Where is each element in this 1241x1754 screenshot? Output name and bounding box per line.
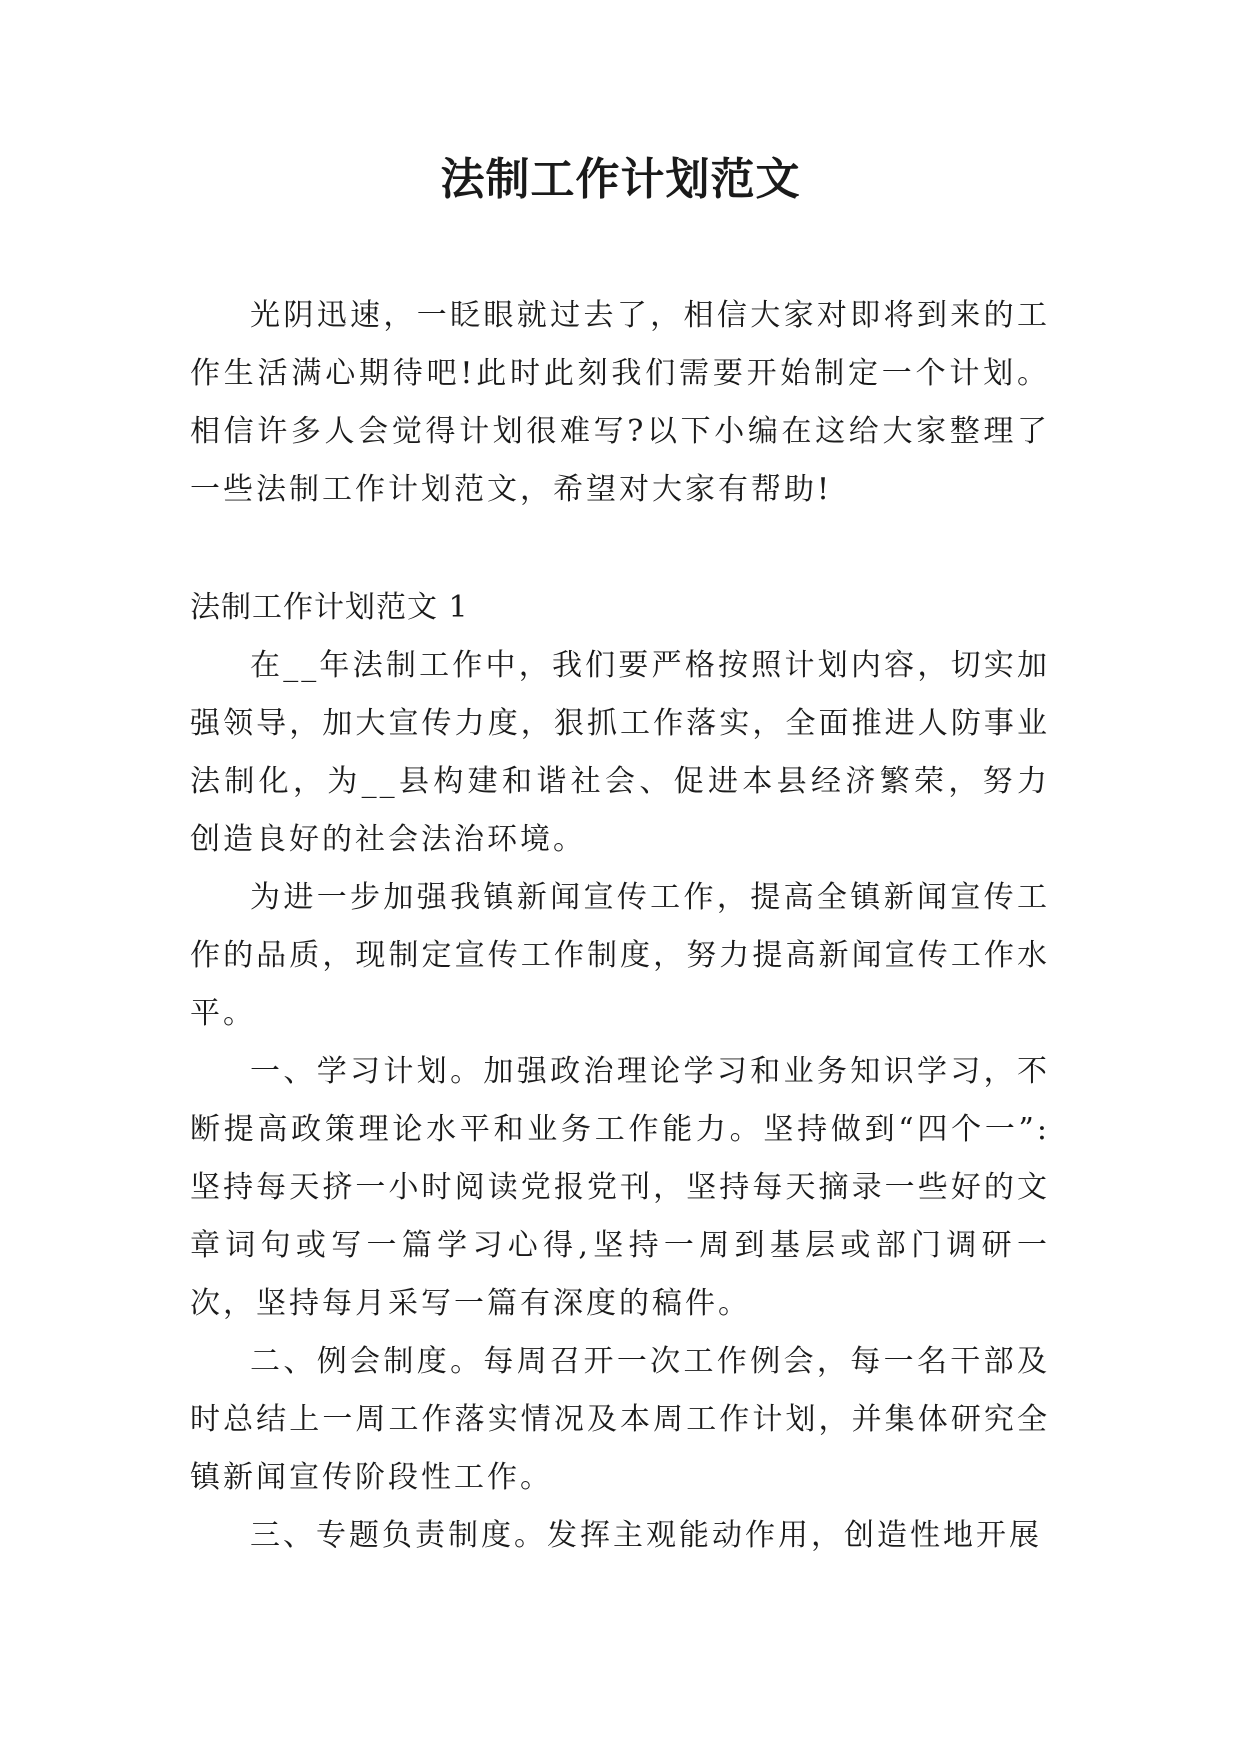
body-paragraph: 在__年法制工作中，我们要严格按照计划内容，切实加强领导，加大宣传力度，狠抓工作落实，全面推进人防事业法制化，为__县构建和谐社会、促进本县经济繁荣，努力创造良好的社会法治环境。: [190, 648, 1050, 857]
intro-paragraph: 光阴迅速，一眨眼就过去了，相信大家对即将到来的工作生活满心期待吧!此时此刻我们需要开始制定一个计划。相信许多人会觉得计划很难写?以下小编在这给大家整理了一些法制工作计划范文，希望对大家有帮助!: [190, 298, 1050, 507]
body-paragraph: 三、专题负责制度。发挥主观能动作用，创造性地开展: [250, 1518, 1042, 1553]
section-heading: 法制工作计划范文 1: [190, 590, 469, 625]
intro-section: [190, 287, 1050, 519]
main-body: [190, 637, 1050, 1565]
body-paragraph: 一、学习计划。加强政治理论学习和业务知识学习，不断提高政策理论水平和业务工作能力。坚持做到“四个一”:坚持每天挤一小时阅读党报党刊，坚持每天摘录一些好的文章词句或写一篇学习心得,坚持一周到基层或部门调研一次，坚持每月采写一篇有深度的稿件。: [190, 1054, 1050, 1321]
document-title: 法制工作计划范文: [440, 154, 801, 205]
body-paragraph: 二、例会制度。每周召开一次工作例会，每一名干部及时总结上一周工作落实情况及本周工作计划，并集体研究全镇新闻宣传阶段性工作。: [190, 1344, 1050, 1495]
body-paragraph: 为进一步加强我镇新闻宣传工作，提高全镇新闻宣传工作的品质，现制定宣传工作制度，努力提高新闻宣传工作水平。: [190, 880, 1050, 1031]
